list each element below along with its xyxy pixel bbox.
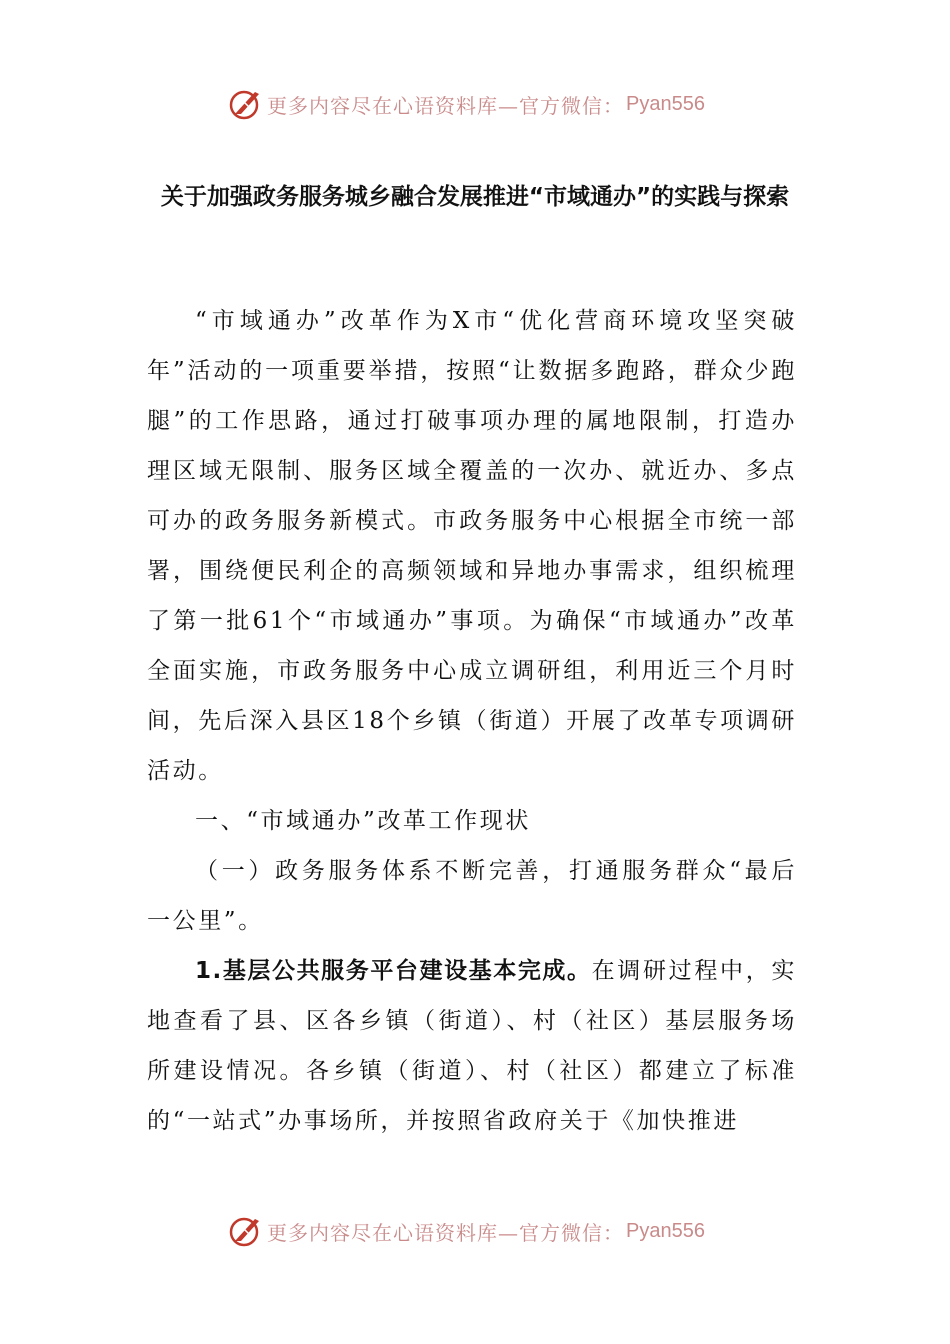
- paragraph-text: 在调研过程中，实地查看了县、区各乡镇（街道）、村（社区）基层服务场所建设情况。各乡镇（街道）、村（社区）都建立了标准的“一站式”办事场所，并按照省政府关于《加快推进: [147, 958, 797, 1134]
- banner-text: 更多内容尽在心语资料库—官方微信：: [267, 93, 624, 118]
- quill-logo-icon: [229, 87, 263, 121]
- section-heading: 一、“市域通办”改革工作现状: [195, 808, 531, 834]
- wechat-id: Pyan556: [626, 92, 705, 115]
- wechat-id: Pyan556: [626, 1219, 705, 1242]
- paragraph-lead: 1.基层公共服务平台建设基本完成。: [195, 958, 592, 984]
- document-title: 关于加强政务服务城乡融合发展推进“市域通办”的实践与探索: [160, 184, 790, 210]
- subsection-heading: （一）政务服务体系不断完善，打通服务群众“最后一公里”。: [147, 858, 797, 934]
- quill-logo-icon: [229, 1214, 263, 1248]
- footer-banner: [229, 1211, 749, 1251]
- intro-paragraph: “市域通办”改革作为X市“优化营商环境攻坚突破年”活动的一项重要举措，按照“让数据多跑路，群众少跑腿”的工作思路，通过打破事项办理的属地限制，打造办理区域无限制、服务区域全覆盖的一次办、就近办、多点可办的政务服务新模式。市政务服务中心根据全市统一部署，围绕便民利企的高频领域和异地办事需求，组织梳理了第一批61个“市域通办”事项。为确保“市域通办”改革全面实施，市政务服务中心成立调研组，利用近三个月时间，先后深入县区18个乡镇（街道）开展了改革专项调研活动。: [147, 308, 797, 784]
- body-paragraph: [147, 946, 797, 1146]
- banner-text: 更多内容尽在心语资料库—官方微信：: [267, 1220, 624, 1245]
- header-banner: [229, 84, 749, 124]
